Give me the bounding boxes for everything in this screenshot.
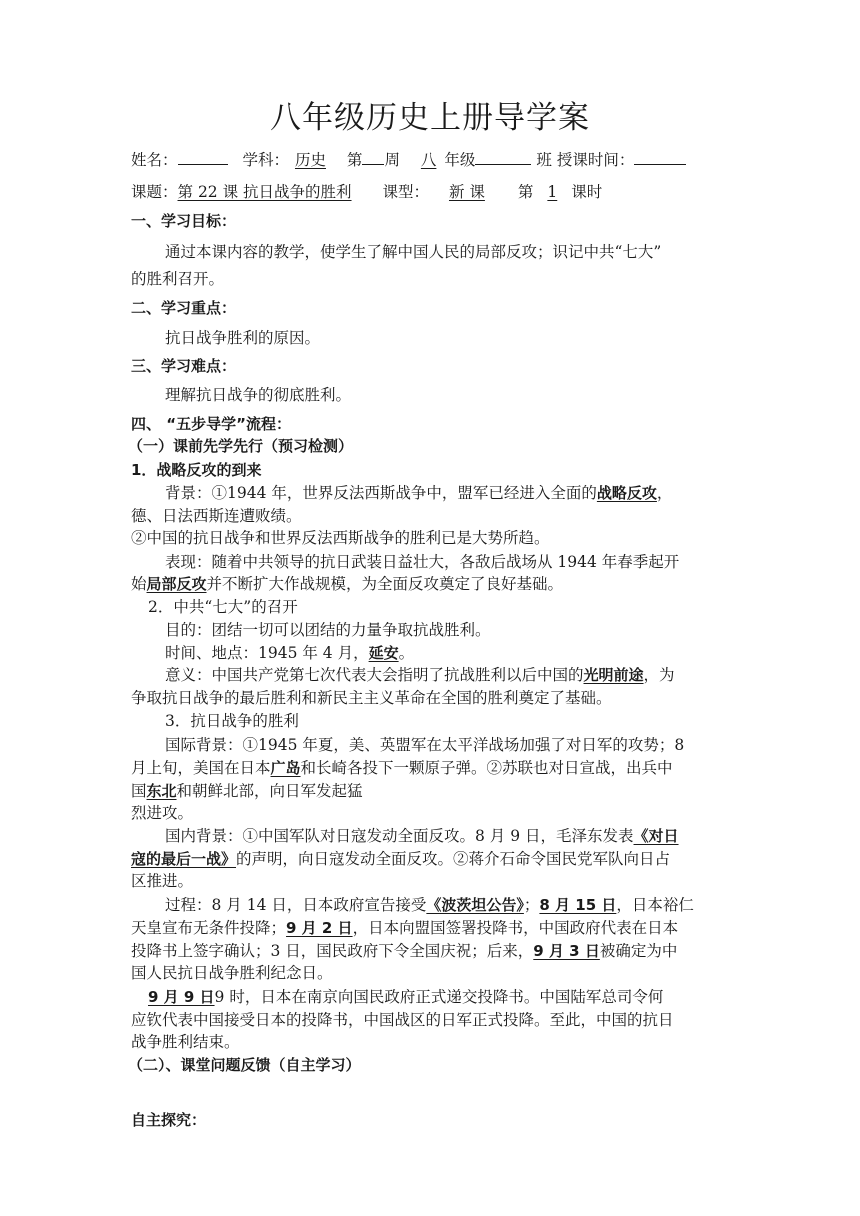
period-suffix: 课时	[571, 183, 603, 201]
keyword-northeast: 东北	[146, 782, 177, 800]
keyword-potsdam: 《波茨坦公告》	[426, 896, 524, 914]
p3-intl-line-4: 烈进攻。	[131, 804, 194, 822]
keyword-sep-9: 9 月 9 日	[148, 988, 215, 1006]
subsection-2-heading: （二）、课堂问题反馈（自主学习）	[128, 1056, 361, 1074]
p3-domestic-line-2: 寇的最后一战》的声明，向日寇发动全面反攻。②蒋介石命令国民党军队向日占	[131, 850, 671, 868]
p3-process-line-1: 过程：8 月 14 日，日本政府宣告接受《波茨坦公告》；8 月 15 日，日本裕仁	[165, 896, 694, 914]
key-point-text: 抗日战争胜利的原因。	[165, 329, 321, 347]
subsection-1-heading: （一）课前先学先行（预习检测）	[128, 437, 354, 455]
keyword-final-battle-b: 寇的最后一战》	[131, 850, 237, 868]
p3-process-line-3: 投降书上签字确认；3 日，国民政府下令全国庆祝；后来，9 月 3 日被确定为中	[131, 942, 678, 960]
topic-label: 课题：	[131, 183, 178, 201]
p3-process-line-2: 天皇宣布无条件投降；9 月 2 日，日本向盟国签署投降书，中国政府代表在日本	[131, 919, 679, 937]
section-4-heading: 四、 “五步导学”流程：	[131, 415, 291, 433]
section-3-heading: 三、学习难点：	[131, 357, 237, 375]
keyword-strategic-counteroffensive: 战略反攻	[596, 484, 657, 502]
p3-ending-line-1: 9 月 9 日9 时，日本在南京向国民政府正式递交投降书。中国陆军总司令何	[148, 988, 664, 1006]
p3-process-line-4: 国人民抗日战争胜利纪念日。	[131, 964, 333, 982]
p3-intl-line-1: 国际背景：①1945 年夏，美、英盟军在太平洋战场加强了对日军的攻势；8	[165, 736, 685, 754]
p3-ending-line-3: 战争胜利结束。	[131, 1033, 240, 1051]
p3-intl-line-3: 国东北和朝鲜北部，向日军发起猛	[131, 782, 363, 800]
grade-label: 年级	[444, 151, 476, 169]
class-blank	[475, 149, 531, 165]
topic-value: 第 22 课 抗日战争的胜利	[177, 183, 352, 201]
p2-goal: 目的：团结一切可以团结的力量争取抗战胜利。	[165, 621, 491, 639]
p1-performance-line-1: 表现：随着中共领导的抗日武装日益壮大，各敌后战场从 1944 年春季起开	[165, 553, 680, 571]
week-suffix: 周	[384, 151, 400, 169]
keyword-partial-counteroffensive: 局部反攻	[146, 575, 207, 593]
point-1-title: 1．战略反攻的到来	[131, 461, 262, 479]
time-blank	[634, 149, 686, 165]
week-prefix: 第	[346, 151, 363, 169]
p2-significance-line-1: 意义：中国共产党第七次代表大会指明了抗战胜利以后中国的光明前途，为	[165, 666, 675, 684]
subject-value: 历史	[294, 151, 326, 169]
page-title: 八年级历史上册导学案	[270, 100, 590, 136]
keyword-yanan: 延安	[368, 644, 399, 662]
p2-significance-line-2: 争取抗日战争的最后胜利和新民主主义革命在全国的胜利奠定了基础。	[131, 689, 612, 707]
grade-value: 八	[420, 151, 437, 169]
time-label: 授课时间：	[556, 151, 635, 169]
keyword-hiroshima: 广岛	[270, 759, 301, 777]
p3-domestic-line-1: 国内背景：①中国军队对日寇发动全面反攻。8 月 9 日，毛泽东发表《对日	[165, 827, 679, 845]
keyword-bright-future: 光明前途	[583, 666, 644, 684]
topic-line	[131, 181, 731, 203]
objective-line-2: 的胜利召开。	[131, 270, 225, 288]
class-label: 班	[536, 151, 552, 169]
p1-performance-line-2: 始局部反攻并不断扩大作战规模，为全面反攻奠定了良好基础。	[131, 575, 564, 593]
p3-domestic-line-3: 区推进。	[131, 872, 194, 890]
keyword-sep-3: 9 月 3 日	[533, 942, 600, 960]
point-2-title: 2．中共“七大”的召开	[148, 598, 298, 616]
self-exploration-label: 自主探究：	[131, 1111, 207, 1129]
point-3-title: 3．抗日战争的胜利	[165, 712, 299, 730]
p1-background-line-1: 背景：①1944 年，世界反法西斯战争中，盟军已经进入全面的战略反攻，	[165, 484, 673, 502]
type-value: 新 课	[448, 183, 485, 201]
difficulty-text: 理解抗日战争的彻底胜利。	[165, 386, 352, 404]
keyword-sep-2: 9 月 2 日	[286, 919, 353, 937]
p1-background-line-2: 德、日法西斯连遭败绩。	[131, 507, 302, 525]
p2-time-place: 时间、地点：1945 年 4 月，延安。	[165, 644, 415, 662]
period-value: 1	[547, 183, 558, 201]
week-blank	[362, 149, 384, 165]
subject-label: 学科：	[242, 151, 289, 169]
info-line	[131, 149, 731, 171]
p3-ending-line-2: 应钦代表中国接受日本的投降书，中国战区的日军正式投降。至此，中国的抗日	[131, 1011, 674, 1029]
p1-background-line-3: ②中国的抗日战争和世界反法西斯战争的胜利已是大势所趋。	[131, 529, 550, 547]
type-label: 课型：	[382, 183, 429, 201]
keyword-final-battle-a: 《对日	[633, 827, 679, 845]
section-2-heading: 二、学习重点：	[131, 299, 237, 317]
objective-line-1: 通过本课内容的教学，使学生了解中国人民的局部反攻；识记中共“七大”	[165, 243, 662, 261]
keyword-aug-15: 8 月 15 日	[539, 896, 617, 914]
name-blank	[178, 149, 228, 165]
period-prefix: 第	[517, 183, 534, 201]
name-label: 姓名：	[131, 151, 178, 169]
section-1-heading: 一、学习目标：	[131, 212, 237, 230]
p3-intl-line-2: 月上旬，美国在日本广岛和长崎各投下一颗原子弹。②苏联也对日宣战，出兵中	[131, 759, 673, 777]
